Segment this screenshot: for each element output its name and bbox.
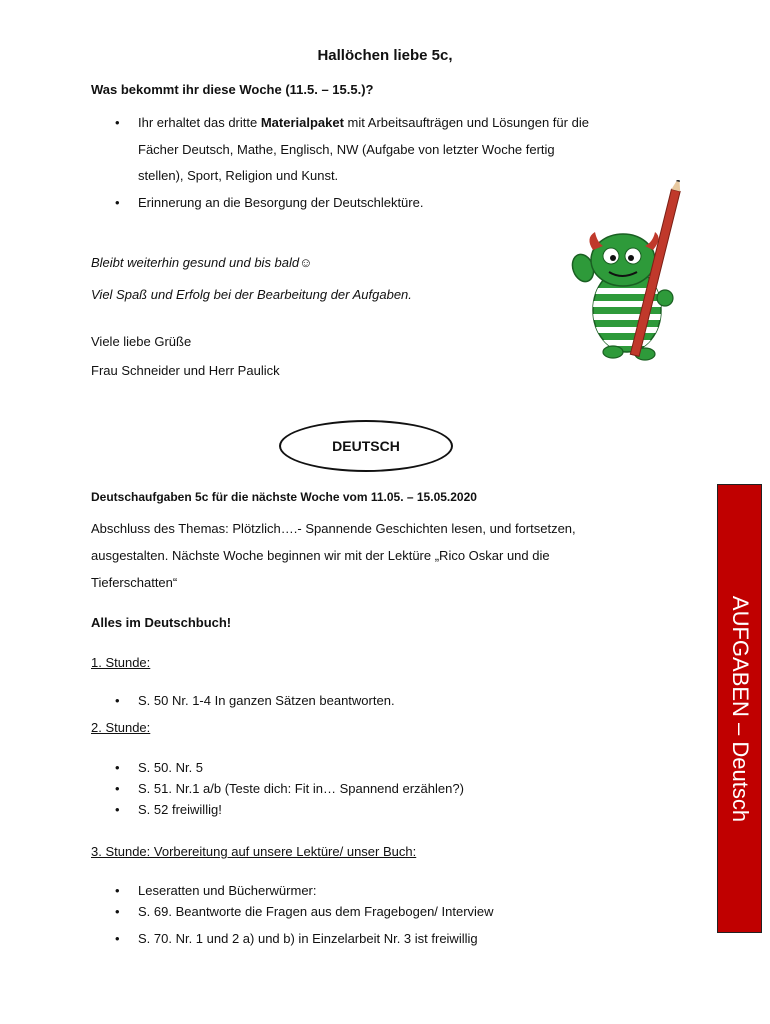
week-question: Was bekommt ihr diese Woche (11.5. – 15.5.)? (91, 82, 374, 97)
list-item: • S. 70. Nr. 1 und 2 a) und b) in Einzelarbeit Nr. 3 ist freiwillig (115, 931, 478, 946)
list-item: • S. 52 freiwillig! (115, 802, 222, 817)
monster-with-pencil-icon (565, 180, 690, 375)
wish-line-2: Viel Spaß und Erfolg bei der Bearbeitung der Aufgaben. (91, 287, 412, 302)
lesson-2-title: 2. Stunde: (91, 720, 151, 735)
bullet-icon: • (115, 883, 120, 898)
materialpaket-text: Materialpaket (260, 115, 344, 130)
list-item: • S. 50. Nr. 5 (115, 760, 204, 775)
list-item: • Leseratten und Bücherwürmer: (115, 883, 317, 898)
bullet-icon: • (115, 904, 120, 919)
deutsch-intro-line-1: Abschluss des Themas: Plötzlich….- Spannende Geschichten lesen, und fortsetzen, (91, 521, 576, 536)
list-item: • S. 69. Beantworte die Fragen aus dem Fragebogen/ Interview (115, 904, 494, 919)
bullet-icon: • (115, 781, 120, 796)
section-deutsch-badge: DEUTSCH (279, 420, 453, 472)
bullet-icon: • (115, 802, 120, 817)
sidebar-label: AUFGABEN – Deutsch (727, 595, 753, 822)
deutsch-heading: Deutschaufgaben 5c für die nächste Woche vom 11.05. – 15.05.2020 (91, 490, 477, 504)
intro-bullet-2: • Erinnerung an die Besorgung der Deutschlektüre. (115, 195, 424, 210)
sidebar-aufgaben-deutsch (717, 484, 762, 933)
intro-bullet-1-line-3: stellen), Sport, Religion und Kunst. (138, 168, 339, 183)
bullet-icon: • (115, 693, 120, 708)
deutsch-intro-line-3: Tieferschatten“ (91, 575, 178, 590)
list-item: • S. 50 Nr. 1-4 In ganzen Sätzen beantworten. (115, 693, 395, 708)
lesson-1-title: 1. Stunde: (91, 655, 151, 670)
wish-line-1: Bleibt weiterhin gesund und bis bald☺ (91, 255, 313, 270)
book-note: Alles im Deutschbuch! (91, 615, 232, 630)
intro-bullet-1-line-2: Fächer Deutsch, Mathe, Englisch, NW (Aufgabe von letzter Woche fertig (138, 142, 555, 157)
bullet-icon: • (115, 195, 120, 210)
signature-names: Frau Schneider und Herr Paulick (91, 363, 280, 378)
intro-bullet-1: • Ihr erhaltet das dritte Materialpaket mit Arbeitsaufträgen und Lösungen für die (115, 115, 589, 130)
lesson-3-title: 3. Stunde: Vorbereitung auf unsere Lektüre/ unser Buch: (91, 844, 417, 859)
greeting: Viele liebe Grüße (91, 334, 192, 349)
bullet-icon: • (115, 931, 120, 946)
bullet-icon: • (115, 760, 120, 775)
page-title: Hallöchen liebe 5c, (317, 47, 453, 64)
deutsch-intro-line-2: ausgestalten. Nächste Woche beginnen wir mit der Lektüre „Rico Oskar und die (91, 548, 550, 563)
bullet-icon: • (115, 115, 120, 130)
list-item: • S. 51. Nr.1 a/b (Teste dich: Fit in… Spannend erzählen?) (115, 781, 464, 796)
